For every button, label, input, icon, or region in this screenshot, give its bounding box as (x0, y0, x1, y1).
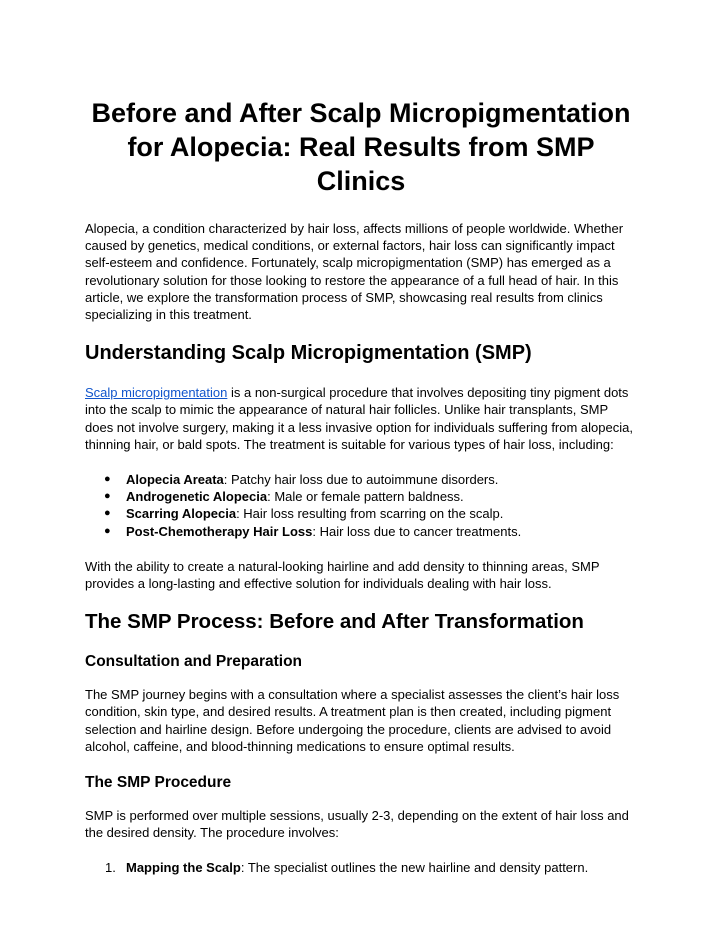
procedure-paragraph: SMP is performed over multiple sessions, usually 2-3, depending on the extent of hair loss and the desired density. The procedure involves: (85, 808, 629, 841)
document-page (85, 96, 637, 895)
bullet-icon: ● (104, 507, 111, 520)
subheading-procedure: The SMP Procedure (85, 774, 232, 792)
title-line: for Alopecia: Real Results from SMP Clinics (127, 132, 595, 196)
document-title (85, 96, 637, 198)
intro-paragraph: Alopecia, a condition characterized by hair loss, affects millions of people worldwide. Whether caused by genetics, medical conditions, or external factors, hair loss can significantly impact self-esteem and confidence. Fortunately, scalp micropigmentation (SMP) has emerged as a revolutionary solution for those looking to restore the appearance of a full head of hair. In this article, we explore the transformation process of SMP, showcasing real results from clinics specializing in this treatment. (85, 221, 624, 323)
list-item (85, 505, 637, 522)
list-item-term: Post-Chemotherapy Hair Loss (126, 523, 313, 539)
list-item-desc: : Hair loss due to cancer treatments. (312, 523, 522, 539)
step-desc: : The specialist outlines the new hairline and density pattern. (240, 860, 589, 876)
bullet-icon: ● (104, 473, 111, 486)
definition-text: is a non-surgical procedure that involves depositing tiny pigment dots into the scalp to mimic the appearance of natural hair follicles. Unlike hair transplants, SMP does not involve surgery, making it a less invasive option for individuals suffering from alopecia, thinning hair, or bald spots. The treatment is suitable for various types of hair loss, including: (85, 385, 633, 452)
step-term: Mapping the Scalp (126, 860, 241, 876)
list-item-term: Scarring Alopecia (126, 506, 237, 522)
smp-definition-paragraph (85, 384, 637, 453)
bullet-icon: ● (104, 490, 111, 503)
list-item (85, 488, 637, 505)
list-item-desc: : Patchy hair loss due to autoimmune disorders. (223, 472, 499, 488)
subheading-consultation: Consultation and Preparation (85, 653, 303, 671)
title-line: Before and After Scalp Micropigmentation (91, 98, 631, 128)
closing-paragraph: With the ability to create a natural-looking hairline and add density to thinning areas, SMP provides a long-lasting and effective solution for individuals dealing with hair loss. (85, 558, 600, 592)
list-item (85, 859, 637, 876)
list-item-term: Alopecia Areata (126, 472, 224, 488)
section-heading-understanding-smp: Understanding Scalp Micropigmentation (SMP) (85, 342, 532, 365)
hair-loss-types-list (85, 471, 637, 540)
consultation-paragraph: The SMP journey begins with a consultation where a specialist assesses the client’s hair loss condition, skin type, and desired results. A treatment plan is then created, including pigment selection and hairline design. Before undergoing the procedure, clients are advised to avoid alcohol, caffeine, and blood-thinning medications to ensure optimal results. (85, 687, 620, 754)
step-number: 1. (105, 860, 116, 876)
list-item-term: Androgenetic Alopecia (126, 489, 268, 505)
list-item (85, 471, 637, 488)
section-heading-smp-process: The SMP Process: Before and After Transformation (85, 610, 584, 634)
scalp-micropigmentation-link[interactable]: Scalp micropigmentation (85, 385, 228, 401)
list-item-desc: : Hair loss resulting from scarring on the scalp. (236, 506, 504, 522)
list-item (85, 523, 637, 540)
bullet-icon: ● (104, 524, 111, 537)
procedure-steps-list (85, 859, 637, 876)
list-item-desc: : Male or female pattern baldness. (267, 489, 464, 505)
